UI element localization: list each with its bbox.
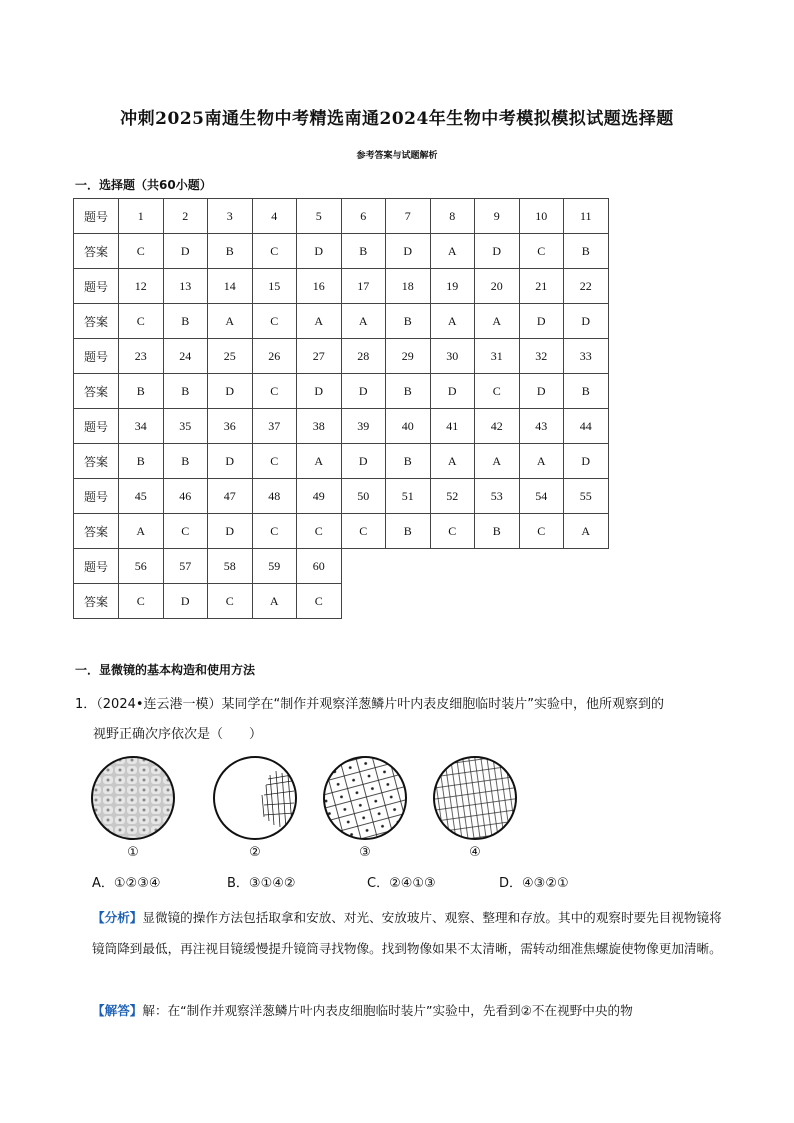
row-label-answer: 答案 bbox=[74, 514, 119, 549]
question-number-cell: 48 bbox=[252, 479, 297, 514]
answer-cell: C bbox=[430, 514, 475, 549]
question-number-cell: 21 bbox=[519, 269, 564, 304]
answer-cell: B bbox=[119, 444, 164, 479]
answer-cell: D bbox=[341, 444, 386, 479]
answer-cell: B bbox=[386, 514, 431, 549]
answer-cell: A bbox=[475, 304, 520, 339]
question-number-cell: 10 bbox=[519, 199, 564, 234]
answer-text: 解：在“制作并观察洋葱鳞片叶内表皮细胞临时装片”实验中，先看到②不在视野中央的物 bbox=[142, 1003, 633, 1018]
answer-cell: C bbox=[519, 514, 564, 549]
question-number-cell: 52 bbox=[430, 479, 475, 514]
question-number-row bbox=[74, 269, 609, 304]
microscope-figures bbox=[90, 755, 510, 865]
figure-view-4 bbox=[432, 755, 518, 860]
question-number-cell: 53 bbox=[475, 479, 520, 514]
question-number-cell: 56 bbox=[119, 549, 164, 584]
question-number-cell: 8 bbox=[430, 199, 475, 234]
question-number-cell: 31 bbox=[475, 339, 520, 374]
row-label-question: 题号 bbox=[74, 479, 119, 514]
answer-cell: D bbox=[564, 304, 609, 339]
question-stem-line1: 1．（2024•连云港一模）某同学在“制作并观察洋葱鳞片叶内表皮细胞临时装片”实验中，他所观察到的 bbox=[75, 697, 664, 712]
row-label-answer: 答案 bbox=[74, 444, 119, 479]
question-number-cell: 38 bbox=[297, 409, 342, 444]
figure-label-1: ① bbox=[127, 845, 139, 860]
question-number-cell: 28 bbox=[341, 339, 386, 374]
option-d: D．④③②① bbox=[499, 876, 569, 891]
question-number-row bbox=[74, 339, 609, 374]
answer-cell: B bbox=[119, 374, 164, 409]
question-number-row bbox=[74, 479, 609, 514]
answer-cell: D bbox=[208, 514, 253, 549]
question-number-cell: 5 bbox=[297, 199, 342, 234]
question-number-cell: 6 bbox=[341, 199, 386, 234]
answer-cell: A bbox=[297, 304, 342, 339]
row-label-question: 题号 bbox=[74, 549, 119, 584]
answer-cell: C bbox=[341, 514, 386, 549]
analysis-paragraph bbox=[92, 902, 724, 964]
answer-cell: D bbox=[297, 374, 342, 409]
answer-cell: B bbox=[163, 374, 208, 409]
question-number-cell: 40 bbox=[386, 409, 431, 444]
question-number-cell: 18 bbox=[386, 269, 431, 304]
question-number-cell: 25 bbox=[208, 339, 253, 374]
question-number-cell: 20 bbox=[475, 269, 520, 304]
answer-cell: D bbox=[519, 304, 564, 339]
question-number-cell: 23 bbox=[119, 339, 164, 374]
answer-cell: C bbox=[119, 584, 164, 619]
question-number-cell: 16 bbox=[297, 269, 342, 304]
question-number-cell: 39 bbox=[341, 409, 386, 444]
question-number-cell: 34 bbox=[119, 409, 164, 444]
answer-cell: C bbox=[252, 234, 297, 269]
analysis-text: 显微镜的操作方法包括取拿和安放、对光、安放玻片、观察、整理和存放。其中的观察时要先目视物镜将镜筒降到最低，再注视目镜缓慢提升镜筒寻找物像。找到物像如果不太清晰，需转动细准焦螺旋使物像更加清晰。 bbox=[92, 910, 722, 956]
answer-cell: C bbox=[252, 374, 297, 409]
question-number-row bbox=[74, 199, 609, 234]
answer-cell: A bbox=[519, 444, 564, 479]
answer-cell: B bbox=[386, 374, 431, 409]
answer-cell: B bbox=[475, 514, 520, 549]
question-number-cell: 36 bbox=[208, 409, 253, 444]
figure-label-3: ③ bbox=[359, 845, 371, 860]
answer-cell: D bbox=[564, 444, 609, 479]
question-number-cell: 46 bbox=[163, 479, 208, 514]
answer-cell: D bbox=[519, 374, 564, 409]
figure-view-3 bbox=[322, 755, 408, 860]
answer-cell: B bbox=[341, 234, 386, 269]
answer-paragraph bbox=[92, 995, 724, 1026]
answer-cell: B bbox=[564, 374, 609, 409]
row-label-answer: 答案 bbox=[74, 584, 119, 619]
answer-cell: B bbox=[564, 234, 609, 269]
question-number-cell: 13 bbox=[163, 269, 208, 304]
question-number-cell: 32 bbox=[519, 339, 564, 374]
answer-cell: A bbox=[341, 304, 386, 339]
answer-cell: B bbox=[386, 304, 431, 339]
answer-cell: B bbox=[163, 304, 208, 339]
question-number-cell: 57 bbox=[163, 549, 208, 584]
answer-cell: C bbox=[252, 304, 297, 339]
answer-cell: C bbox=[252, 444, 297, 479]
figure-label-4: ④ bbox=[469, 845, 481, 860]
figure-view-1 bbox=[90, 755, 176, 860]
question-number-cell: 50 bbox=[341, 479, 386, 514]
option-a: A．①②③④ bbox=[92, 876, 161, 891]
question-number-cell: 30 bbox=[430, 339, 475, 374]
question-number-cell: 35 bbox=[163, 409, 208, 444]
answer-cell: B bbox=[208, 234, 253, 269]
question-number-cell: 1 bbox=[119, 199, 164, 234]
answer-cell: D bbox=[208, 444, 253, 479]
question-1 bbox=[75, 690, 725, 750]
question-number-cell: 54 bbox=[519, 479, 564, 514]
page-subtitle: 参考答案与试题解析 bbox=[356, 151, 438, 161]
answer-cell: D bbox=[163, 584, 208, 619]
answer-cell: A bbox=[430, 444, 475, 479]
question-number-cell: 19 bbox=[430, 269, 475, 304]
section-heading-microscope: 一．显微镜的基本构造和使用方法 bbox=[75, 663, 256, 677]
figure-view-2 bbox=[212, 755, 298, 860]
question-number-cell: 27 bbox=[297, 339, 342, 374]
question-number-cell: 24 bbox=[163, 339, 208, 374]
question-number-cell: 51 bbox=[386, 479, 431, 514]
answer-cell: D bbox=[430, 374, 475, 409]
question-number-cell: 43 bbox=[519, 409, 564, 444]
row-label-question: 题号 bbox=[74, 199, 119, 234]
question-number-cell: 42 bbox=[475, 409, 520, 444]
answer-row bbox=[74, 584, 609, 619]
question-number-row bbox=[74, 549, 609, 584]
section-heading-choice: 一．选择题（共60小题） bbox=[75, 178, 212, 192]
answer-table bbox=[73, 198, 609, 619]
analysis-tag: 【分析】 bbox=[92, 910, 143, 925]
question-stem-line2: 视野正确次序依次是（ ） bbox=[93, 727, 263, 742]
answer-row bbox=[74, 444, 609, 479]
row-label-answer: 答案 bbox=[74, 234, 119, 269]
question-number-cell: 4 bbox=[252, 199, 297, 234]
question-number-cell: 49 bbox=[297, 479, 342, 514]
question-number-cell: 55 bbox=[564, 479, 609, 514]
question-number-cell: 29 bbox=[386, 339, 431, 374]
question-number-cell: 2 bbox=[163, 199, 208, 234]
answer-cell: D bbox=[297, 234, 342, 269]
figure-label-2: ② bbox=[249, 845, 261, 860]
answer-cell: C bbox=[297, 584, 342, 619]
question-number-cell: 60 bbox=[297, 549, 342, 584]
question-number-cell: 26 bbox=[252, 339, 297, 374]
question-number-row bbox=[74, 409, 609, 444]
question-number-cell: 12 bbox=[119, 269, 164, 304]
answer-cell: C bbox=[252, 514, 297, 549]
answer-cell: C bbox=[119, 234, 164, 269]
answer-cell: B bbox=[163, 444, 208, 479]
answer-cell: C bbox=[519, 234, 564, 269]
row-label-question: 题号 bbox=[74, 269, 119, 304]
answer-cell: A bbox=[252, 584, 297, 619]
answer-cell: D bbox=[208, 374, 253, 409]
question-number-cell: 15 bbox=[252, 269, 297, 304]
answer-row bbox=[74, 514, 609, 549]
question-number-cell: 11 bbox=[564, 199, 609, 234]
question-number-cell: 58 bbox=[208, 549, 253, 584]
answer-cell: A bbox=[430, 234, 475, 269]
answer-row bbox=[74, 234, 609, 269]
page-title: 冲刺2025南通生物中考精选南通2024年生物中考模拟模拟试题选择题 bbox=[120, 109, 674, 129]
question-number-cell: 44 bbox=[564, 409, 609, 444]
answer-cell: A bbox=[297, 444, 342, 479]
question-number-cell: 9 bbox=[475, 199, 520, 234]
answer-options bbox=[92, 872, 569, 891]
answer-cell: D bbox=[386, 234, 431, 269]
answer-cell: A bbox=[475, 444, 520, 479]
answer-cell: D bbox=[475, 234, 520, 269]
row-label-question: 题号 bbox=[74, 409, 119, 444]
question-number-cell: 59 bbox=[252, 549, 297, 584]
answer-cell: D bbox=[341, 374, 386, 409]
answer-cell: D bbox=[163, 234, 208, 269]
answer-cell: C bbox=[475, 374, 520, 409]
answer-cell: A bbox=[430, 304, 475, 339]
answer-cell: A bbox=[208, 304, 253, 339]
answer-cell: C bbox=[163, 514, 208, 549]
question-number-cell: 17 bbox=[341, 269, 386, 304]
answer-cell: B bbox=[386, 444, 431, 479]
answer-row bbox=[74, 374, 609, 409]
question-number-cell: 7 bbox=[386, 199, 431, 234]
answer-cell: C bbox=[119, 304, 164, 339]
answer-cell: A bbox=[119, 514, 164, 549]
option-b: B．③①④② bbox=[227, 876, 296, 891]
question-number-cell: 45 bbox=[119, 479, 164, 514]
question-number-cell: 33 bbox=[564, 339, 609, 374]
answer-tag: 【解答】 bbox=[92, 1003, 143, 1018]
answer-cell: C bbox=[208, 584, 253, 619]
row-label-answer: 答案 bbox=[74, 374, 119, 409]
question-number-cell: 41 bbox=[430, 409, 475, 444]
option-c: C．②④①③ bbox=[367, 876, 436, 891]
row-label-question: 题号 bbox=[74, 339, 119, 374]
question-number-cell: 47 bbox=[208, 479, 253, 514]
question-number-cell: 22 bbox=[564, 269, 609, 304]
question-number-cell: 14 bbox=[208, 269, 253, 304]
question-number-cell: 3 bbox=[208, 199, 253, 234]
question-number-cell: 37 bbox=[252, 409, 297, 444]
answer-row bbox=[74, 304, 609, 339]
answer-cell: C bbox=[297, 514, 342, 549]
answer-cell: A bbox=[564, 514, 609, 549]
row-label-answer: 答案 bbox=[74, 304, 119, 339]
